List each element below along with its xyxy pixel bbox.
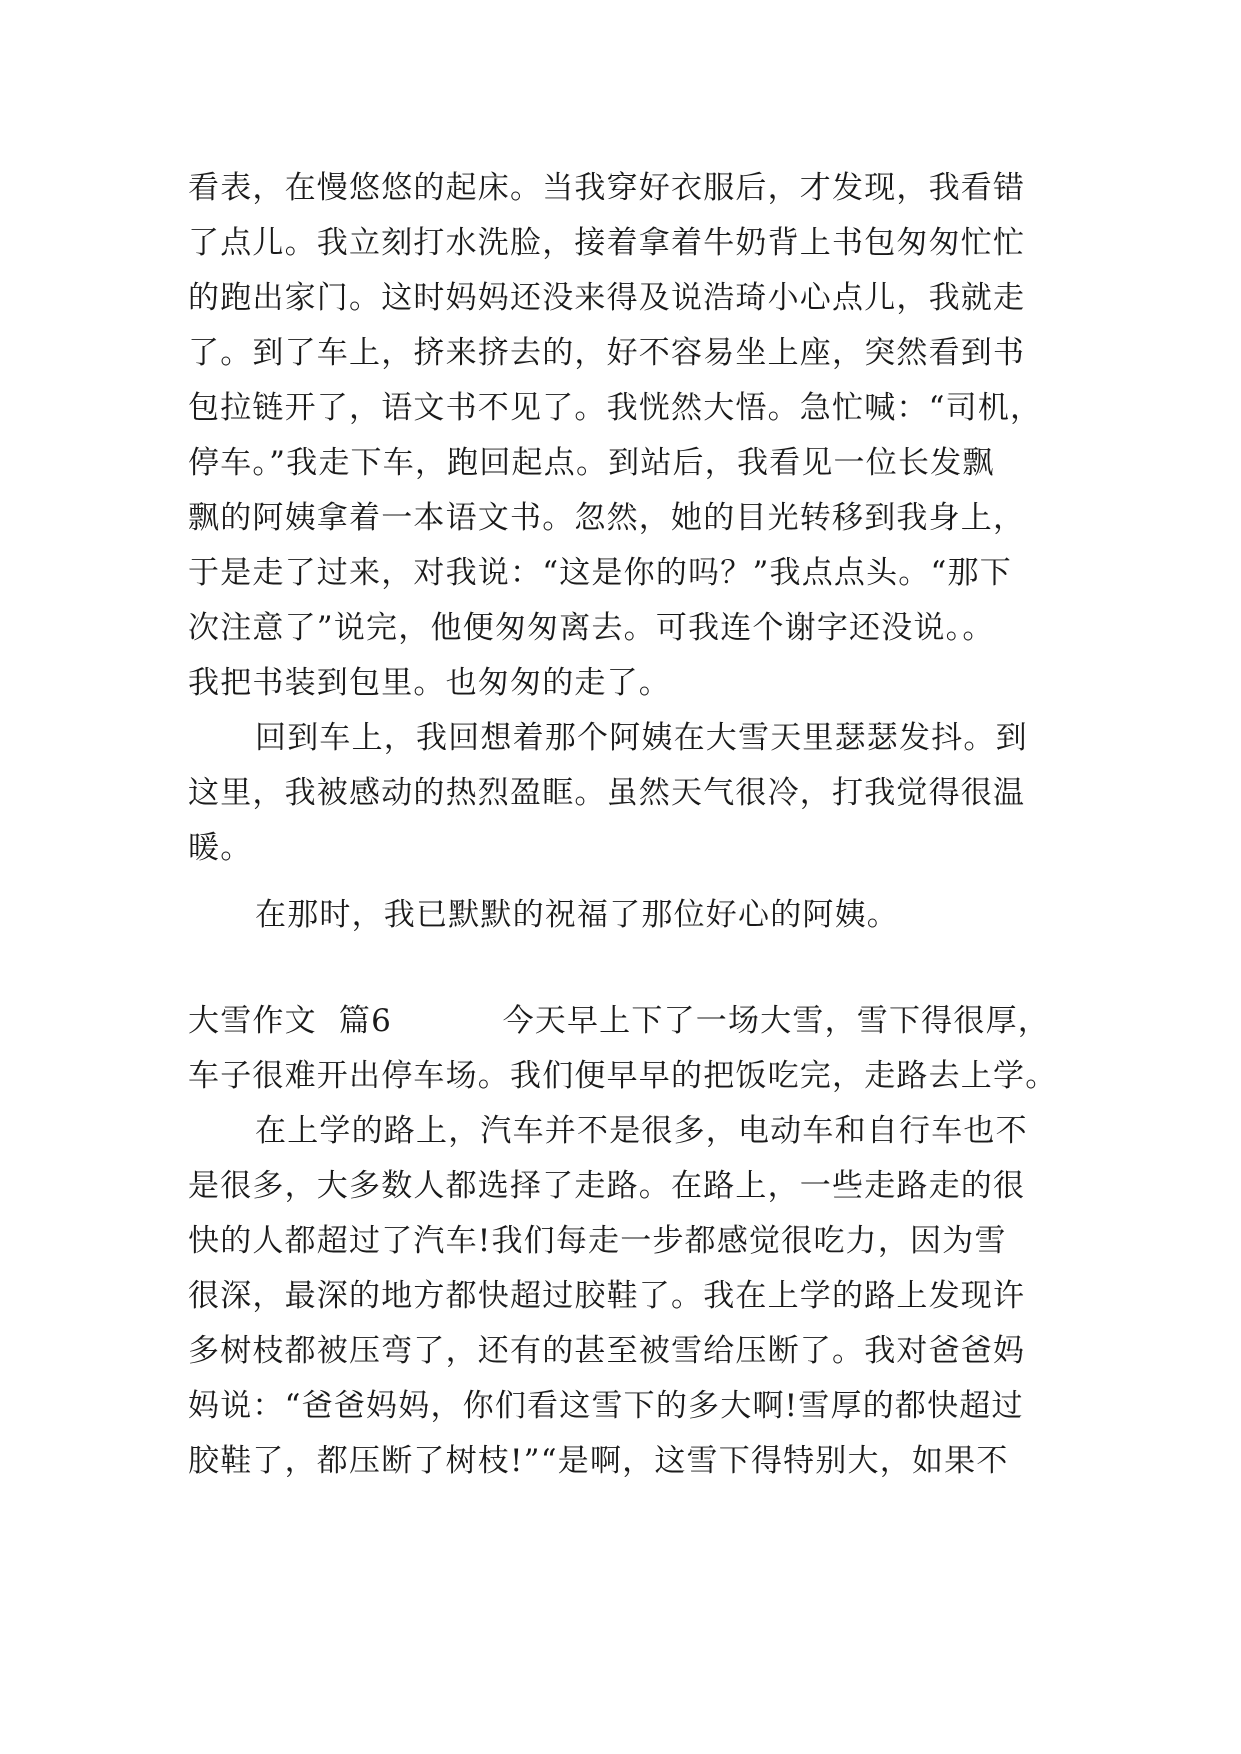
text-line: 胶鞋了，都压断了树枝!”“是啊，这雪下得特别大，如果不 (188, 1443, 1009, 1479)
text-line: 暖。 (188, 830, 253, 866)
text-line: 的跑出家门。这时妈妈还没来得及说浩琦小心点儿，我就走 (188, 280, 1026, 316)
text-line: 在那时，我已默默的祝福了那位好心的阿姨。 (255, 897, 899, 933)
text-line: 是很多，大多数人都选择了走路。在路上，一些走路走的很 (188, 1168, 1026, 1204)
text-line: 包拉链开了，语文书不见了。我恍然大悟。急忙喊：“司机， (188, 390, 1043, 426)
text-line: 回到车上，我回想着那个阿姨在大雪天里瑟瑟发抖。到 (255, 720, 1028, 756)
text-line: 次注意了”说完，他便匆匆离去。可我连个谢字还没说。。 (188, 610, 995, 646)
text-line: 飘的阿姨拿着一本语文书。忽然，她的目光转移到我身上， (188, 500, 1026, 536)
text-line: 这里，我被感动的热烈盈眶。虽然天气很冷，打我觉得很温 (188, 775, 1026, 811)
text-line: 我把书装到包里。也匆匆的走了。 (188, 665, 671, 701)
text-line: 于是走了过来，对我说：“这是你的吗？”我点点头。“那下 (188, 555, 1012, 591)
text-line: 车子很难开出停车场。我们便早早的把饭吃完，走路去上学。 (188, 1058, 1058, 1094)
text-line: 停车。”我走下车，跑回起点。到站后，我看见一位长发飘 (188, 445, 995, 481)
text-line: 多树枝都被压弯了，还有的甚至被雪给压断了。我对爸爸妈 (188, 1333, 1026, 1369)
text-line: 在上学的路上，汽车并不是很多，电动车和自行车也不 (255, 1113, 1028, 1149)
text-line: 了点儿。我立刻打水洗脸，接着拿着牛奶背上书包匆匆忙忙 (188, 225, 1026, 261)
text-line: 了。到了车上，挤来挤去的，好不容易坐上座，突然看到书 (188, 335, 1026, 371)
text-line: 看表，在慢悠悠的起床。当我穿好衣服后，才发现，我看错 (188, 170, 1026, 206)
section-heading-line: 大雪作文 篇6 今天早上下了一场大雪，雪下得很厚， (188, 1003, 1050, 1039)
text-line: 快的人都超过了汽车!我们每走一步都感觉很吃力，因为雪 (188, 1223, 1007, 1259)
text-line: 妈说：“爸爸妈妈，你们看这雪下的多大啊!雪厚的都快超过 (188, 1388, 1024, 1424)
text-line: 很深，最深的地方都快超过胶鞋了。我在上学的路上发现许 (188, 1278, 1026, 1314)
